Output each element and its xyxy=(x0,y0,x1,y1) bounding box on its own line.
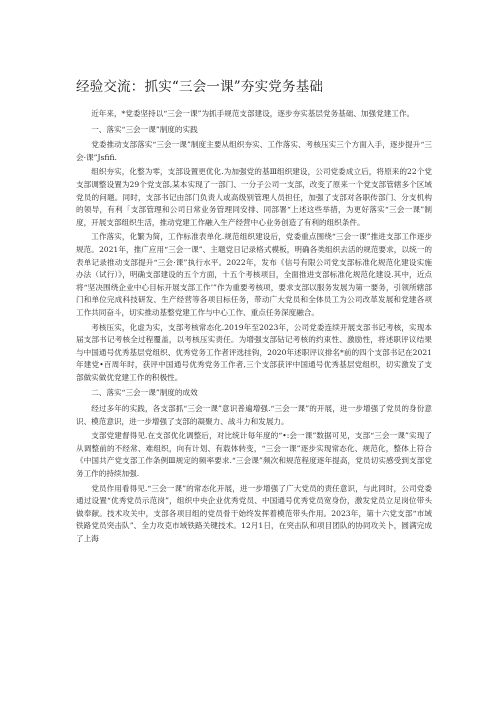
paragraph: 考核压实，化虚为实，支部考核常态化.2019年至2023年，公司党委连续开展支部书记考核，实现本届支部书记考核全过程覆盖，以考核压实责任。为增强支部钻记考核的约束性、激励性，将述职评议结果与中国通号优秀基层党组织、优秀党务工作者评选挂钩，2020年述职评议排名*前的四个支部书记在2021年建党•百周年时，获评中国通号优秀党务工作者,三个支部获评中国通号优秀基层党组织，切实激发了支部做实做优党建工作的积极性。 xyxy=(76,322,432,382)
document-body xyxy=(76,108,432,546)
paragraph: 支部党建督得见.在支部优化调整后，对比统计每年度的“•:会一课”数据可见，支部“三会一课”实现了从调整前的不经常、难组织，向有计划、有载体转变，“三会一课”逐步实现常态化、规范化，整体上符合《中国共产党支部工作条例Ⅲ规定的频率要求.“三会课”频次和规范程度逐年提高，党员切实感受到支部党务工作的持续加强. xyxy=(76,431,432,479)
paragraph: 党委推动支部落实“三会一课”制度主要从组织夯实、工作落实、考核压实三个方面入手，逐步提升“三会·课”Jsfifi. xyxy=(76,140,432,162)
paragraph: 党员作用看得见.“三会一课”的常态化开展，进一步增强了广大党员的责任意识，与此同时，公司党委通过设置“优秀党员示范岗”，组织中央企业优秀党员、中国通号优秀党员宽身份，激发党员立足岗位带头做奉献。技术攻关中，支部各项目组的党员骨干始终发挥着模范带头作用。2023年，第十六党支部“市域铁路党员突击队”、全力攻克市域铁路关键技术。12月1日，在突击队和项目团队的协同攻关卜，圆满完成了上海 xyxy=(76,483,432,543)
section-heading: 一、落实“三会一课”制度的实践 xyxy=(91,124,198,134)
section-heading: 二、落实“三会一课”制度的成效 xyxy=(91,388,198,398)
paragraph: 近年来，*党委坚持以“三会一课”为抓手规范支部建设，逐步夯实基层党务基础、加强党建工作。 xyxy=(91,109,415,118)
document-title: 经验交流：抓实“三会一课”夯实党务基础 xyxy=(76,79,324,95)
paragraph: 经过多年的实践，各支部抓“三会一课”意识普遍增强.“三会一课”的开展，进一步增强了党员的身份意识、模范意识，进一步增强了支部的凝聚力、战斗力和发展力。 xyxy=(76,404,432,426)
paragraph: 组织夯实，化整为零，支部设置更优化.为加强党的基Ⅲ组织建设，公司党委成立后，将原来的22个党支部调整设置为29个党支部,某本实现了一部门、一分子公司一支部，改变了原来一个党支部管辖多个区域党员的问题。同时，支部书记由部门负责人或高级别管理人员担任，加强了支部对各职传部门、分支机构的领导，有利「支部管理和公司日常业务管理同安排、同部署“上述这些举措，为更好落实“三会一课”制度，开展支部组织生活，推动党建工作融入生产经营中心业务创造了有利的组织条件。 xyxy=(76,167,432,227)
paragraph: 工作落实，化繁为简，工作标准表单化.规范组织建设后，党委重点围绕“三会一课”推进支部工作逐步规范。2021年，推广应用“三会一课”、主题党日记录格式模板，明确各类组织去活的规范要求，以统一的表单记录推动支部提升“三会·课”执行水平。2022年，发布《信号有限公司党支部标准化规范化建设实施办法（试行）》，明确支部建设的五个方面，十五个考核项目，全面推进支部标准化规范化建设.其中，近点将“坚决围绕企业中心目标开展支部工作’”作为重要考核项，要求支部以服务发展为第一要务，引领所辖部门和单位完成科技研发、生产经营等各项目标任务，带动广大党员和全体员工为公司改革发展和党建各项工作共同奋斗，切实推动基整党建工作与中心工作、重点任务深度融合。 xyxy=(76,232,432,317)
